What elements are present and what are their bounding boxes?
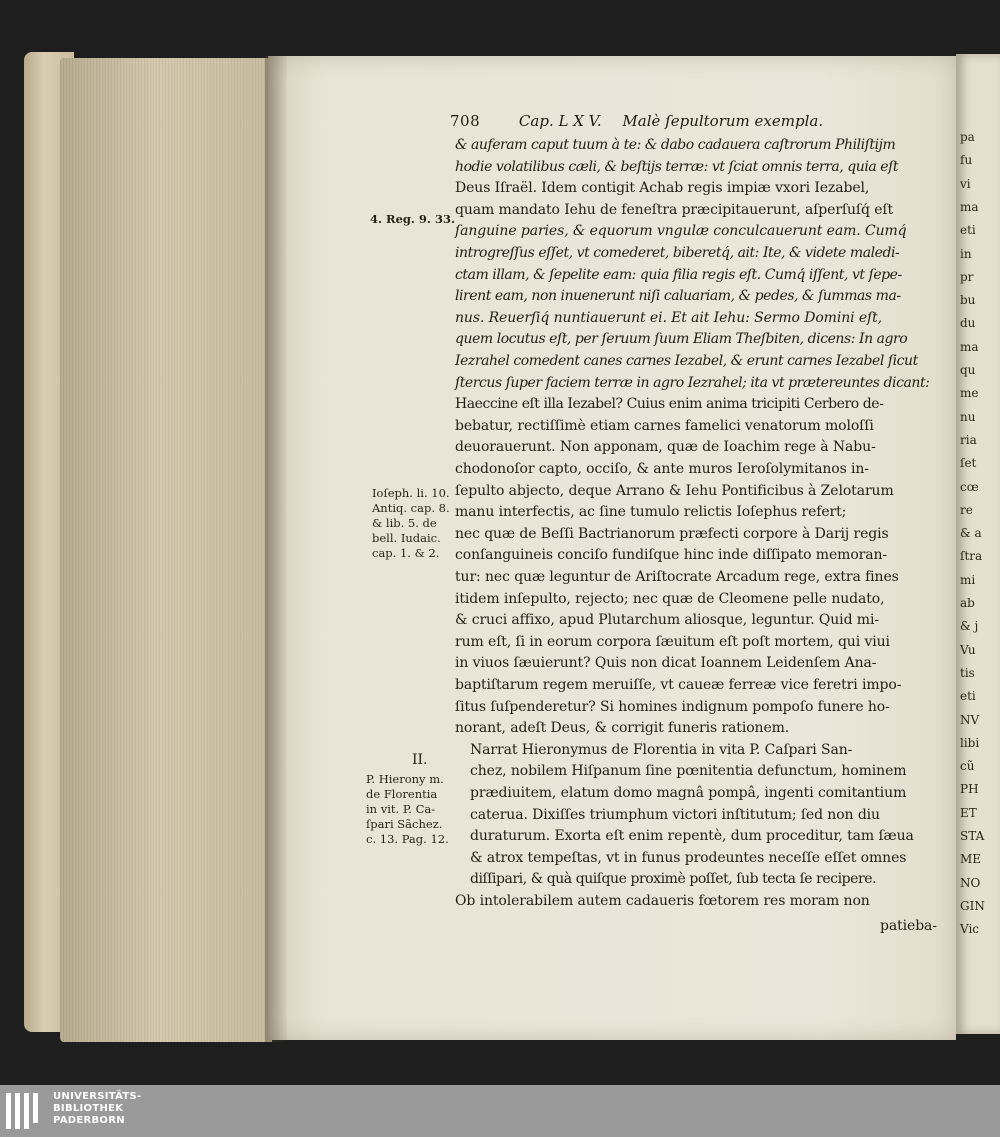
text-line: & cruci affixo, apud Plutarchum aliosque, leguntur. Quid mi- — [455, 612, 879, 629]
facing-page-fragment: vi — [960, 176, 971, 191]
facing-page-fragment: PH — [960, 782, 979, 797]
text-line: diſſipari, & quà quiſque proximè poſſet, ſub tecta ſe recipere. — [470, 871, 877, 888]
text-line: Haeccine eſt illa Iezabel? Cuius enim anima tricipiti Cerbero de- — [455, 396, 884, 413]
margin-note-line: Ioſeph. li. 10. — [372, 486, 450, 500]
margin-note-line: de Florentia — [366, 787, 438, 801]
facing-page-fragment: qu — [960, 363, 976, 377]
facing-page-fragment: fu — [960, 153, 973, 168]
text-line: & auferam caput tuum à te: & dabo cadauera caſtrorum Philiſtijm — [455, 137, 896, 153]
text-line: nec quæ de Beſſi Bactrianorum præfecti corpore à Darij regis — [455, 525, 889, 542]
facing-page-fragment: ſet — [960, 456, 977, 471]
text-line: manu interfectis, ac ſine tumulo relictis Ioſephus refert; — [455, 504, 847, 521]
text-line: ſtercus ſuper faciem terræ in agro Iezrahel; ita vt prætereuntes dicant: — [455, 374, 930, 391]
text-line: ſanguine paries, & equorum vngulæ conculcauerunt eam. Cumq́ — [455, 223, 907, 240]
facing-page-fragment: du — [960, 316, 976, 331]
facing-page-fragment: mi — [960, 572, 976, 587]
text-line: caterua. Dixiſſes triumphum victori inſtitutum; ſed non diu — [470, 806, 880, 823]
text-line: quem locutus eſt, per ſeruum ſuum Eliam Theſbiten, dicens: In agro — [455, 331, 908, 348]
facing-page-fragment: Vic — [960, 922, 980, 937]
text-line: prædiuitem, elatum domo magnâ pompâ, ingenti comitantium — [470, 785, 907, 801]
section-number: II. — [412, 752, 428, 768]
text-line: ſitus ſuſpenderetur? Si homines indignum pompoſo funere ho- — [455, 698, 890, 715]
text-line: chodonoſor capto, occiſo, & ante muros Ieroſolymitanos in- — [455, 461, 869, 477]
gutter-shadow — [265, 56, 287, 1042]
facing-page-fragment: in — [960, 246, 972, 261]
facing-page-fragment: GIN — [960, 898, 985, 913]
library-footer — [0, 1085, 1000, 1137]
text-line: chez, nobilem Hiſpanum ſine pœnitentia defunctum, hominem — [470, 763, 907, 780]
facing-page-fragment: NO — [960, 875, 981, 890]
facing-page-fragment: cũ — [960, 759, 975, 774]
text-line: baptiſtarum regem meruiſſe, vt caueæ ferreæ vice feretri impo- — [455, 677, 902, 693]
facing-page — [956, 54, 1000, 1034]
margin-note-line: cap. 1. & 2. — [372, 546, 440, 560]
facing-page-fragment: ma — [960, 339, 979, 354]
facing-page-fragment: me — [960, 386, 979, 401]
running-title: Malè ſepultorum exempla. — [622, 112, 824, 130]
text-line: patieba- — [880, 918, 937, 934]
text-line: ſepulto abjecto, deque Arrano & Iehu Pontificibus à Zelotarum — [455, 482, 894, 499]
facing-page-fragment: NV — [960, 712, 980, 727]
facing-page-fragment: nu — [960, 409, 976, 424]
margin-note-line: & lib. 5. de — [372, 516, 437, 530]
chapter-label: Cap. L X V. — [518, 112, 602, 130]
facing-page-fragment: eti — [960, 223, 976, 238]
facing-page-fragment: libi — [960, 735, 980, 750]
margin-note-line: in vit. P. Ca- — [366, 802, 436, 816]
page-edges — [60, 58, 272, 1042]
margin-note-line: Antiq. cap. 8. — [372, 501, 450, 515]
text-line: lirent eam, non inuenerunt niſi caluariam, & pedes, & ſummas ma- — [455, 288, 901, 305]
library-logo-icon — [6, 1093, 46, 1129]
text-line: duraturum. Exorta eſt enim repentè, dum proceditur, tam ſæua — [470, 828, 914, 845]
text-line: tur: nec quæ leguntur de Ariſtocrate Arcadum rege, extra fines — [455, 569, 899, 585]
running-header — [450, 112, 823, 130]
text-line: & atrox tempeſtas, vt in funus prodeuntes neceſſe eſſet omnes — [470, 849, 907, 866]
text-line: Narrat Hieronymus de Florentia in vita P. Caſpari San- — [470, 741, 853, 758]
facing-page-fragment: ria — [960, 432, 977, 447]
text-line: ctam illam, & ſepelite eam: quia filia regis eſt. Cumq́ iſſent, vt ſepe- — [455, 266, 902, 283]
facing-page-fragment: re — [960, 502, 973, 517]
text-line: in viuos ſæuierunt? Quis non dicat Ioannem Leidenſem Ana- — [455, 655, 877, 672]
facing-page-fragment: ab — [960, 596, 975, 610]
library-name-line: UNIVERSITÄTS- — [53, 1091, 142, 1102]
text-line: itidem inſepulto, rejecto; nec quæ de Cleomene pelle nudato, — [455, 590, 885, 607]
facing-page-fragment: & a — [960, 526, 982, 541]
facing-page-fragment: ET — [960, 805, 977, 820]
page-number: 708 — [450, 112, 481, 130]
text-line: Ob intolerabilem autem cadaueris fœtorem res moram non — [455, 893, 870, 909]
text-line: nus. Reuerſiq́ nuntiauerunt ei. Et ait Iehu: Sermo Domini eſt, — [455, 309, 883, 326]
facing-page-fragment: Vu — [960, 642, 976, 657]
facing-page-fragment: tis — [960, 665, 975, 680]
text-line: introgreſſus eſſet, vt comederet, biberetq́, ait: Ite, & videte maledi- — [455, 245, 900, 261]
text-line: bebatur, rectiſſimè etiam carnes famelici venatorum moloſſi — [455, 417, 874, 434]
facing-page-fragment: ME — [960, 852, 982, 867]
margin-note-josephus — [372, 486, 450, 561]
text-line: rum eſt, ſi in eorum corpora ſæuitum eſt poſt mortem, qui viui — [455, 633, 890, 650]
facing-page-fragment: pa — [960, 130, 975, 144]
facing-page-fragment: cœ — [960, 479, 979, 494]
library-name-line: BIBLIOTHEK — [53, 1103, 124, 1114]
margin-note-line: bell. Iudaic. — [372, 531, 441, 545]
library-name-line: PADERBORN — [53, 1115, 125, 1126]
margin-note-line: ſpari Sãchez. — [366, 817, 443, 831]
margin-note-line: c. 13. Pag. 12. — [366, 832, 449, 846]
text-line: norant, adeſt Deus, & corrigit funeris rationem. — [455, 720, 790, 737]
facing-page-fragment: bu — [960, 293, 976, 308]
facing-page-fragment: ma — [960, 199, 979, 214]
facing-page-fragment: eti — [960, 689, 976, 704]
text-line: conſanguineis conciſo fundiſque hinc inde diſſipato memoran- — [455, 547, 888, 564]
facing-page-fragment: & j — [960, 619, 979, 634]
facing-page-fragment: ſtra — [960, 549, 983, 564]
text-line: quam mandato Iehu de feneſtra præcipitauerunt, aſperſuſq́ eſt — [455, 201, 894, 218]
text-line: Iezrahel comedent canes carnes Iezabel, & erunt carnes Iezabel ſicut — [455, 353, 918, 369]
text-line: hodie volatilibus cæli, & beſtijs terræ: vt ſciat omnis terra, quia eſt — [455, 158, 899, 175]
margin-note-hieronymus — [366, 772, 449, 847]
text-line: deuorauerunt. Non apponam, quæ de Ioachim rege à Nabu- — [455, 439, 876, 456]
facing-page-fragment: pr — [960, 269, 974, 284]
margin-note-line: P. Hierony m. — [366, 772, 444, 786]
text-line: Deus Iſraël. Idem contigit Achab regis impiæ vxori Iezabel, — [455, 180, 870, 197]
margin-note-reg: 4. Reg. 9. 33. — [370, 212, 455, 226]
library-name — [53, 1091, 142, 1127]
facing-page-fragment: STA — [960, 829, 985, 843]
